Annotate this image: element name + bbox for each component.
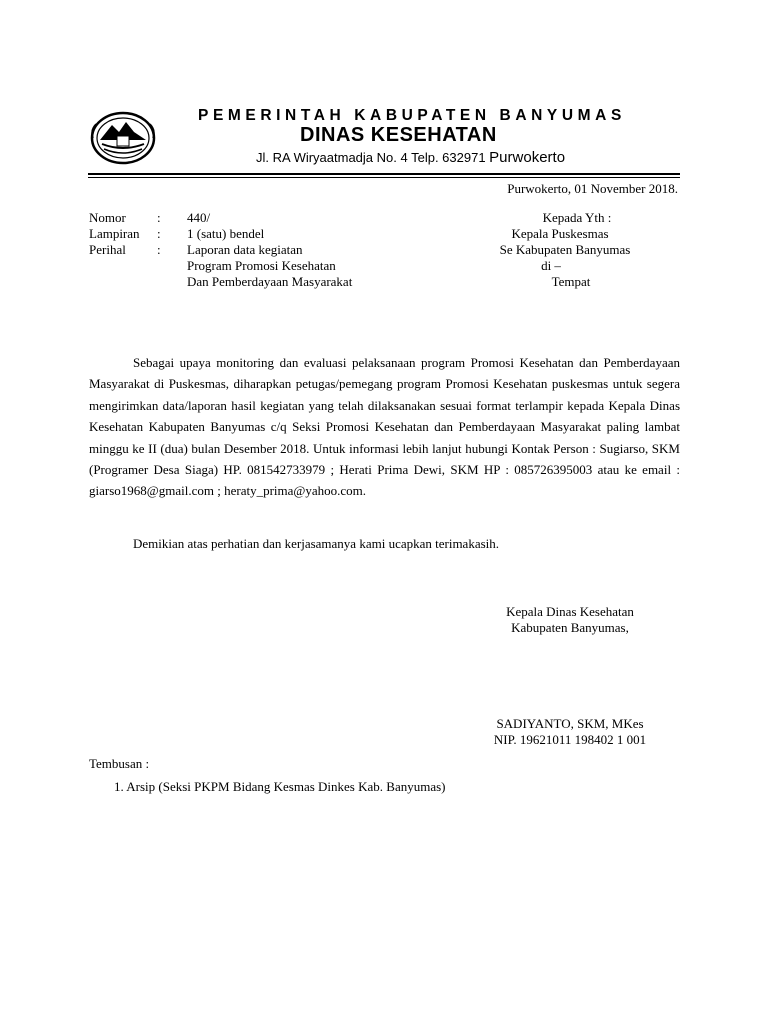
address-city: Purwokerto <box>489 149 566 166</box>
meta-value-nomor: 440/ <box>187 210 211 225</box>
recipient-greeting: Kepada Yth : <box>542 210 612 225</box>
signature-nip: NIP. 19621011 198402 1 001 <box>493 732 647 747</box>
signature-title-2: Kabupaten Banyumas, <box>511 620 629 635</box>
agency-name: DINAS KESEHATAN <box>300 124 497 146</box>
cc-item: 1. Arsip (Seksi PKPM Bidang Kesmas Dinkes Kab. Banyumas) <box>114 779 446 794</box>
agency-address <box>256 149 565 166</box>
signature-name: SADIYANTO, SKM, MKes <box>496 716 644 731</box>
letterhead-rule-thin <box>88 177 680 178</box>
meta-label-nomor: Nomor <box>89 210 126 225</box>
letter-body: Sebagai upaya monitoring dan evaluasi pelaksanaan program Promosi Kesehatan dan Pemberdayaan Masyarakat di Puskesmas, diharapkan petugas/pemegang program Promosi Kesehatan puskesmas untuk segera mengirimkan data/laporan hasil kegiatan yang telah dilaksanakan sesuai format terlampir kepada Kepala Dinas Kesehatan Kabupaten Banyumas c/q Seksi Promosi Kesehatan dan Pemberdayaan Masyarakat paling lambat minggu ke II (dua) bulan Desember 2018. Untuk informasi lebih lanjut hubungi Kontak Person : Sugiarso, SKM (Programer Desa Siaga) HP. 081542733979 ; Herati Prima Dewi, SKM HP : 085726395003 atau ke email : giarso1968@gmail.com ; heraty_prima@yahoo.com. <box>89 355 680 499</box>
cc-heading: Tembusan : <box>89 756 150 771</box>
government-name: PEMERINTAH KABUPATEN BANYUMAS <box>198 107 626 124</box>
meta-value-perihal: Laporan data kegiatan <box>187 242 303 257</box>
meta-colon: : <box>157 226 161 241</box>
regency-emblem-icon <box>90 110 156 166</box>
recipient-di: di – <box>541 258 561 273</box>
meta-label-lampiran: Lampiran <box>89 226 140 241</box>
meta-value-lampiran: 1 (satu) bendel <box>187 226 265 241</box>
recipient-place: Tempat <box>551 274 591 289</box>
recipient-region: Se Kabupaten Banyumas <box>499 242 631 257</box>
meta-label-perihal: Perihal <box>89 242 126 257</box>
meta-value-perihal-line3: Dan Pemberdayaan Masyarakat <box>187 274 353 289</box>
letter-date: Purwokerto, 01 November 2018. <box>507 181 678 196</box>
address-text: Jl. RA Wiryaatmadja No. 4 Telp. 632971 <box>256 150 486 165</box>
signature-title-1: Kepala Dinas Kesehatan <box>506 604 634 619</box>
meta-value-perihal-line2: Program Promosi Kesehatan <box>187 258 336 273</box>
meta-colon: : <box>157 210 161 225</box>
meta-colon: : <box>157 242 161 257</box>
recipient-title: Kepala Puskesmas <box>511 226 609 241</box>
letter-closing: Demikian atas perhatian dan kerjasamanya kami ucapkan terimakasih. <box>133 536 500 551</box>
letterhead-rule-thick <box>88 173 680 175</box>
